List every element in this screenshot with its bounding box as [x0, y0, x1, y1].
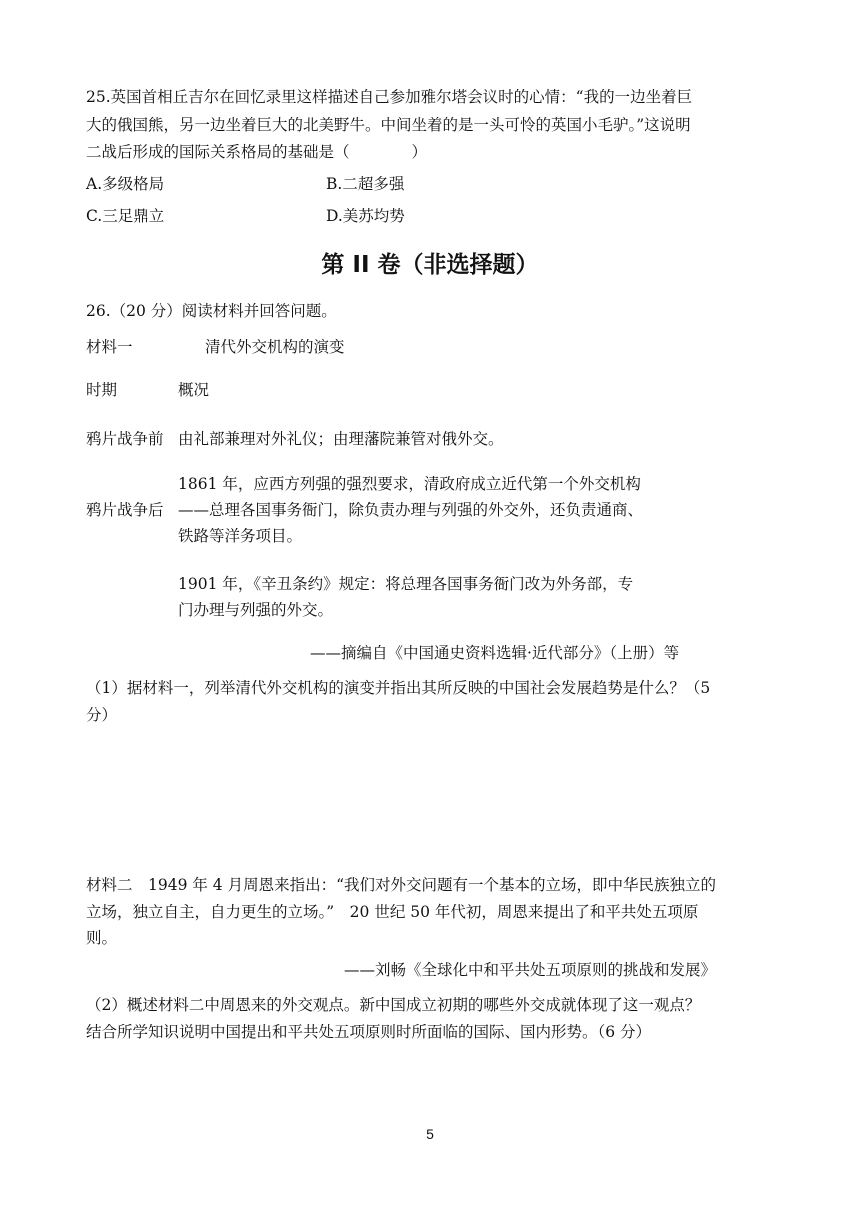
table-header-overview: 概况: [178, 381, 210, 399]
row2-para2-line1: 1901 年，《辛丑条约》规定：将总理各国事务衙门改为外务部，专: [178, 575, 634, 593]
option-c: C.三足鼎立: [86, 207, 165, 225]
material-2-source: ——刘畅《全球化中和平共处五项原则的挑战和发展》: [344, 961, 717, 979]
material-2-line3: 则。: [86, 929, 118, 947]
option-a: A.多级格局: [86, 175, 165, 193]
question-2-line2: 结合所学知识说明中国提出和平共处五项原则时所面临的国际、国内形势。（6 分）: [86, 1023, 652, 1041]
row2-period: 鸦片战争后: [86, 501, 164, 519]
q25-stem-line-3: 二战后形成的国际关系格局的基础是（ ）: [86, 143, 428, 161]
row1-period: 鸦片战争前: [86, 430, 164, 448]
section-title: 第 II 卷（非选择题）: [321, 252, 539, 278]
question-2-line1: （2）概述材料二中周恩来的外交观点。新中国成立初期的哪些外交成就体现了这一观点？: [86, 996, 701, 1014]
row1-text: 由礼部兼理对外礼仪；由理藩院兼管对俄外交。: [178, 430, 504, 448]
material-1-title: 清代外交机构的演变: [205, 338, 345, 356]
row2-para1-line1: 1861 年，应西方列强的强烈要求，清政府成立近代第一个外交机构: [178, 475, 641, 493]
material-1-source: ——摘编自《中国通史资料选辑·近代部分》（上册）等: [310, 644, 680, 662]
q25-stem-line-2: 大的俄国熊，另一边坐着巨大的北美野牛。中间坐着的是一头可怜的英国小毛驴。”这说明: [86, 116, 691, 134]
row2-para1-line2: ——总理各国事务衙门，除负责办理与列强的外交外，还负责通商、: [178, 501, 644, 519]
q26-intro: 26.（20 分）阅读材料并回答问题。: [86, 302, 337, 320]
row2-para1-line3: 铁路等洋务项目。: [178, 527, 303, 545]
material-2-line2: 立场，独立自主，自力更生的立场。” 20 世纪 50 年代初，周恩来提出了和平共处五项原: [86, 903, 699, 921]
row2-para2-line2: 门办理与列强的外交。: [178, 601, 334, 619]
material-1-label: 材料一: [86, 338, 133, 356]
option-d: D.美苏均势: [326, 207, 405, 225]
question-1-line1: （1）据材料一，列举清代外交机构的演变并指出其所反映的中国社会发展趋势是什么？（5: [86, 679, 711, 697]
question-1-line2: 分）: [86, 706, 118, 724]
table-header-period: 时期: [86, 381, 118, 399]
option-b: B.二超多强: [326, 175, 405, 193]
material-2-line1: 材料二 1949 年 4 月周恩来指出：“我们对外交问题有一个基本的立场，即中华民族独立的: [86, 876, 717, 894]
q25-stem-line-1: 25.英国首相丘吉尔在回忆录里这样描述自己参加雅尔塔会议时的心情：“我的一边坐着巨: [86, 88, 693, 106]
page-number: 5: [426, 1126, 434, 1142]
